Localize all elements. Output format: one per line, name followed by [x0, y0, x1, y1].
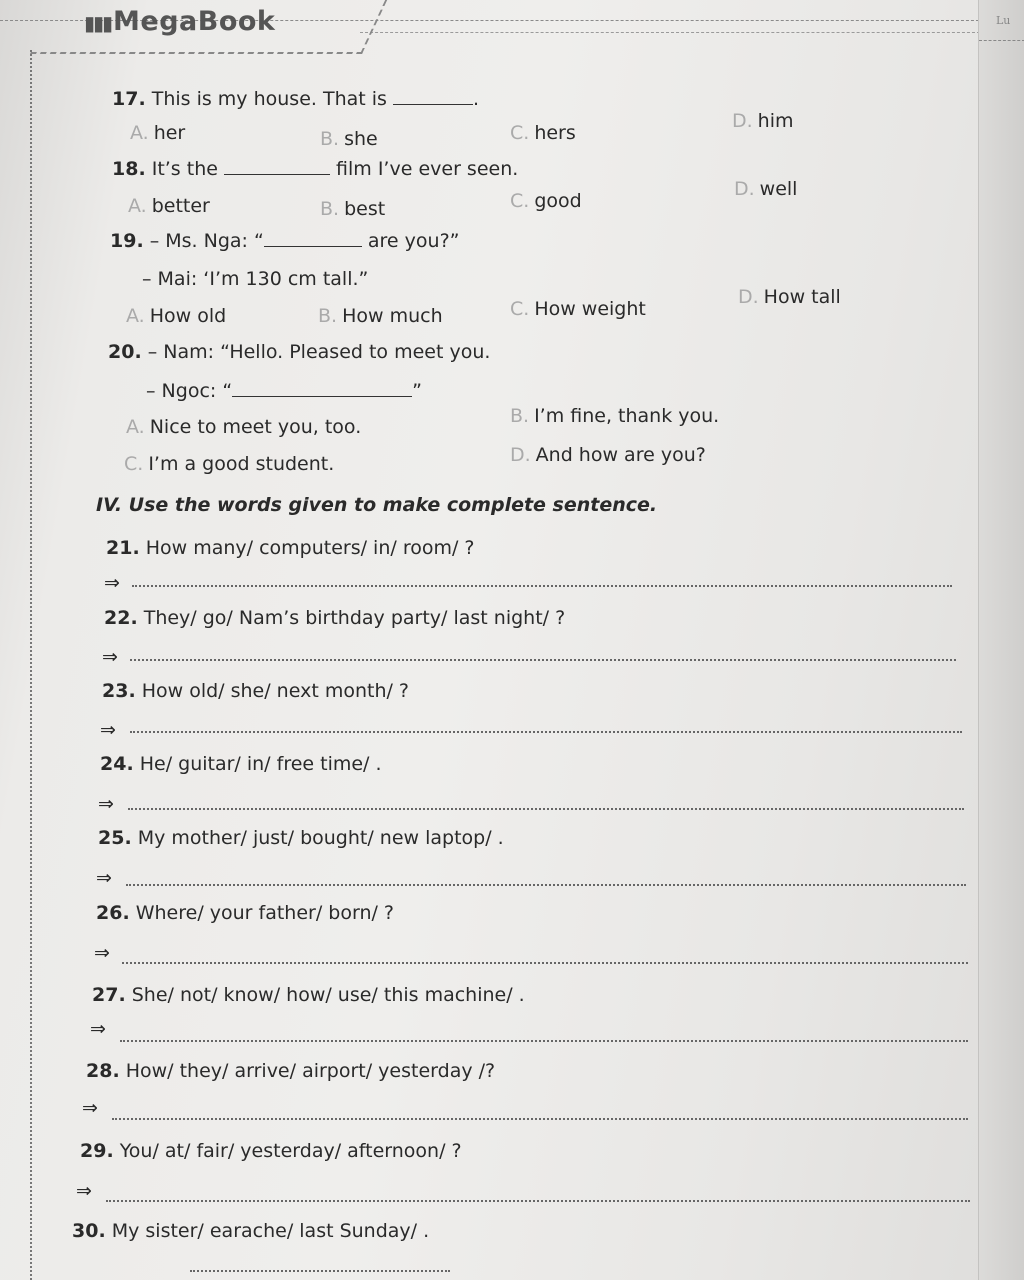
question-text-end: film I’ve ever seen. [336, 158, 519, 180]
option-20-c[interactable]: C. I’m a good student. [124, 453, 335, 475]
left-margin-dotted-line [30, 50, 32, 1280]
answer-line-23[interactable] [130, 731, 962, 733]
corner-text: Lu [996, 14, 1011, 27]
sentence-item-24: 24. He/ guitar/ in/ free time/ . [100, 753, 382, 775]
arrow-icon: ⇒ [100, 719, 116, 741]
option-20-b[interactable]: B. I’m fine, thank you. [510, 405, 720, 427]
brand-logo [84, 6, 275, 37]
question-18 [112, 158, 518, 180]
next-page-edge [978, 0, 1024, 1280]
answer-line-29[interactable] [106, 1200, 970, 1202]
answer-blank[interactable] [264, 246, 362, 247]
arrow-icon: ⇒ [104, 572, 120, 594]
question-text: – Ms. Nga: “ [149, 230, 264, 252]
option-18-d[interactable]: D. well [734, 178, 798, 200]
answer-blank[interactable] [393, 104, 473, 105]
option-17-a[interactable]: A. her [130, 122, 186, 144]
answer-line-21[interactable] [132, 585, 952, 587]
arrow-icon: ⇒ [90, 1018, 106, 1040]
option-19-d[interactable]: D. How tall [738, 286, 841, 308]
answer-line-25[interactable] [126, 884, 966, 886]
option-17-d[interactable]: D. him [732, 110, 794, 132]
option-19-a[interactable]: A. How old [126, 305, 227, 327]
question-19-reply: – Mai: ‘I’m 130 cm tall.” [142, 268, 369, 290]
arrow-icon: ⇒ [94, 942, 110, 964]
question-number: 17. [112, 88, 146, 110]
option-20-d[interactable]: D. And how are you? [510, 444, 706, 466]
question-number: 20. [108, 341, 142, 363]
question-19 [110, 230, 460, 252]
option-17-c[interactable]: C. hers [510, 122, 576, 144]
option-18-c[interactable]: C. good [510, 190, 582, 212]
question-text: – Ngoc: “ [146, 380, 233, 402]
arrow-icon: ⇒ [96, 867, 112, 889]
question-text-end: . [472, 88, 480, 110]
sentence-item-22: 22. They/ go/ Nam’s birthday party/ last night/ ? [104, 607, 566, 629]
question-text: It’s the [151, 158, 218, 180]
question-text: This is my house. That is [151, 88, 387, 110]
answer-line-27[interactable] [120, 1040, 968, 1042]
sentence-item-29: 29. You/ at/ fair/ yesterday/ afternoon/ ? [80, 1140, 462, 1162]
brand-name: MegaBook [113, 6, 276, 37]
sentence-item-25: 25. My mother/ just/ bought/ new laptop/ . [98, 827, 504, 849]
question-number: 18. [112, 158, 146, 180]
answer-line-30[interactable] [190, 1270, 450, 1272]
sentence-item-23: 23. How old/ she/ next month/ ? [102, 680, 410, 702]
arrow-icon: ⇒ [76, 1180, 92, 1202]
option-19-b[interactable]: B. How much [318, 305, 443, 327]
option-17-b[interactable]: B. she [320, 128, 378, 150]
sentence-item-26: 26. Where/ your father/ born/ ? [96, 902, 395, 924]
option-19-c[interactable]: C. How weight [510, 298, 646, 320]
answer-line-28[interactable] [112, 1118, 968, 1120]
arrow-icon: ⇒ [98, 793, 114, 815]
answer-line-22[interactable] [130, 659, 956, 661]
question-text-end: ” [412, 380, 423, 402]
question-17 [112, 88, 479, 110]
sentence-item-30: 30. My sister/ earache/ last Sunday/ . [72, 1220, 430, 1242]
question-text: – Nam: “Hello. Pleased to meet you. [147, 341, 491, 363]
option-18-b[interactable]: B. best [320, 198, 386, 220]
answer-blank[interactable] [224, 174, 330, 175]
question-20 [108, 341, 490, 363]
sentence-item-28: 28. How/ they/ arrive/ airport/ yesterday /? [86, 1060, 496, 1082]
brand-bars-icon: ▮▮▮ [84, 11, 112, 35]
section-title: IV. Use the words given to make complete sentence. [96, 494, 658, 516]
answer-line-24[interactable] [128, 808, 964, 810]
arrow-icon: ⇒ [82, 1097, 98, 1119]
option-18-a[interactable]: A. better [128, 195, 210, 217]
sentence-item-21: 21. How many/ computers/ in/ room/ ? [106, 537, 475, 559]
question-20-reply [146, 380, 422, 402]
arrow-icon: ⇒ [102, 646, 118, 668]
header-dashed-line-secondary [360, 32, 980, 33]
question-text-end: are you?” [367, 230, 460, 252]
sentence-item-27: 27. She/ not/ know/ how/ use/ this machine/ . [92, 984, 525, 1006]
answer-line-26[interactable] [122, 962, 968, 964]
answer-blank[interactable] [232, 396, 412, 397]
option-20-a[interactable]: A. Nice to meet you, too. [126, 416, 362, 438]
question-number: 19. [110, 230, 144, 252]
